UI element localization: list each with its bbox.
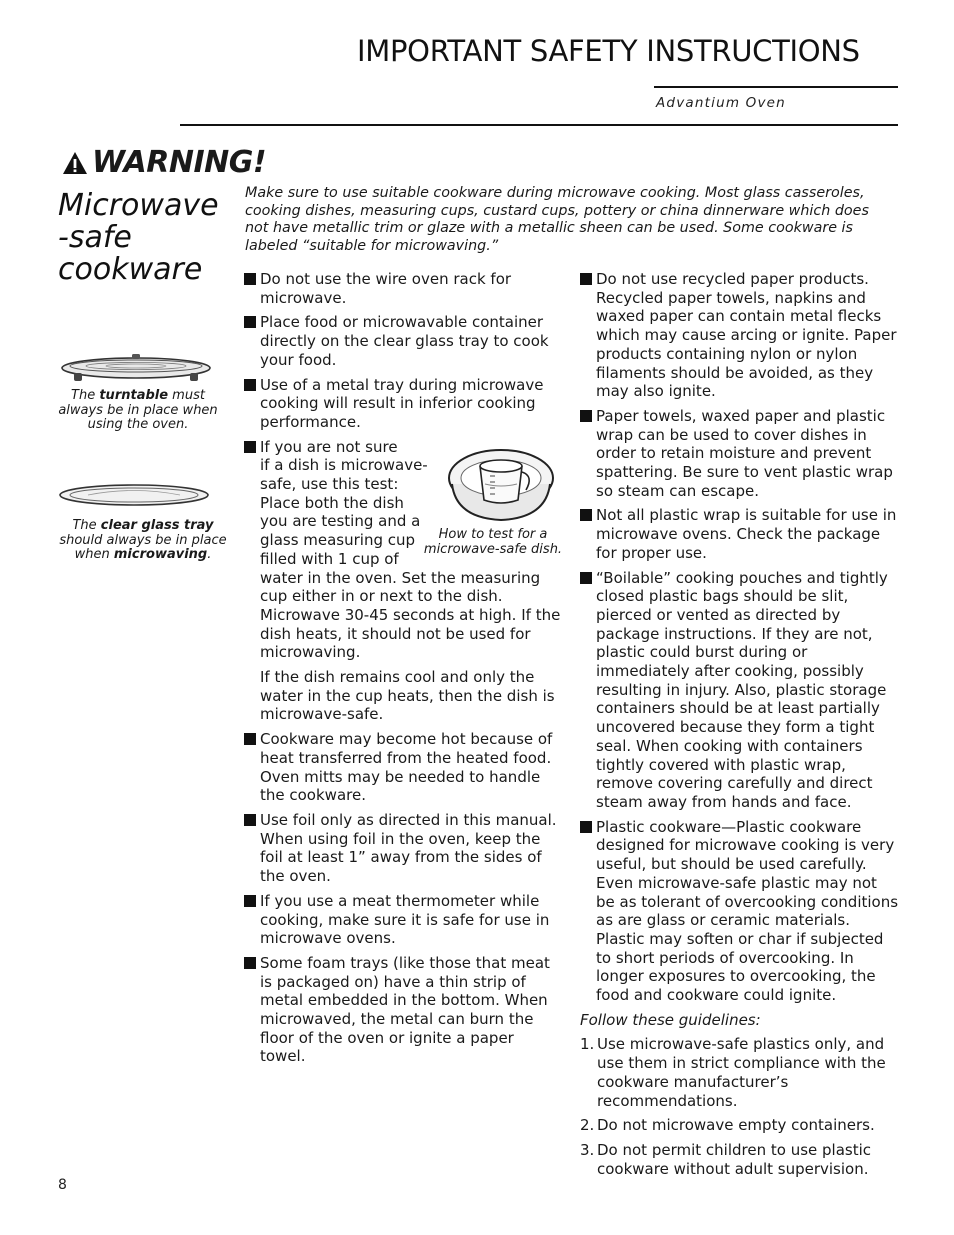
turntable-illustration	[58, 350, 214, 384]
list-item: Do not use recycled paper products. Recycled paper towels, napkins and waxed paper can contain metal flecks which may cause arcing or ignite. Paper products containing nylon or nylon filaments should be avoided, as they may also ignite.	[580, 270, 900, 401]
guideline-item: 3. Do not permit children to use plastic cookware without adult supervision.	[580, 1140, 871, 1178]
dish-test-caption: How to test for a microwave-safe dish.	[423, 527, 563, 557]
list-item: Plastic cookware—Plastic cookware designed for microwave cooking is very useful, but should be used carefully. Even microwave-safe plastic may not be as tolerant of overcooking conditions as are glass or ceramic materials. Plastic may soften or char if subjected to short periods of overcooking. In longer exposures to overcooking, the food and cookware could ignite.	[580, 818, 900, 1005]
list-item: Some foam trays (like those that meat is packaged on) have a thin strip of metal embedded in the bottom. When microwaved, the metal can burn the floor of the oven or ignite a paper towel.	[244, 954, 562, 1066]
page-number: 8	[58, 1177, 67, 1193]
left-column	[244, 270, 562, 1072]
guidelines-label: Follow these guidelines:	[580, 1010, 761, 1029]
warning-heading	[62, 145, 266, 180]
list-item: Place food or microwavable container directly on the clear glass tray to cook your food.	[244, 313, 562, 369]
list-item: Use foil only as directed in this manual. When using foil in the oven, keep the foil at least 1” away from the sides of the oven.	[244, 811, 562, 886]
dish-test-result: If the dish remains cool and only the water in the cup heats, then the dish is microwave-safe.	[260, 668, 555, 724]
header-rule	[180, 124, 898, 126]
glass-tray-illustration	[58, 482, 210, 508]
list-item: Use of a metal tray during microwave cooking will result in inferior cooking performance.	[244, 376, 562, 432]
header-rule-short	[654, 86, 898, 88]
section-title: Microwave -safe cookware	[58, 188, 219, 287]
turntable-caption: The turntable must always be in place when using the oven.	[58, 388, 218, 432]
list-item-dish-test: If you are not sure if a dish is microwave- safe, use this test: Place both the dish you are testing and a glass measuring cup filled with 1 cup of water in the oven. Set the measuring cup either in or next to the dish. Microwave 30-45 seconds at high. If the dish heats, it should not be used for microwaving.	[244, 438, 562, 662]
list-item: Not all plastic wrap is suitable for use in microwave ovens. Check the package for proper use.	[580, 506, 900, 562]
glass-tray-caption: The clear glass tray should always be in place when microwaving.	[59, 518, 227, 562]
page-title: IMPORTANT SAFETY INSTRUCTIONS	[357, 34, 860, 68]
guideline-item: 1. Use microwave-safe plastics only, and use them in strict compliance with the cookware manufacturer’s recommendations.	[580, 1035, 886, 1110]
right-column	[580, 270, 900, 1184]
intro-paragraph: Make sure to use suitable cookware during microwave cooking. Most glass casseroles, cooking dishes, measuring cups, custard cups, pottery or china dinnerware which does not have metallic trim or glaze with a metallic sheen can be used. Some cookware is labeled “suitable for microwaving.”	[245, 185, 869, 254]
warning-triangle-icon	[62, 151, 88, 175]
list-item: If you use a meat thermometer while cooking, make sure it is safe for use in microwave ovens.	[244, 892, 562, 948]
list-item: Do not use the wire oven rack for microwave.	[244, 270, 562, 307]
list-item: “Boilable” cooking pouches and tightly closed plastic bags should be slit, pierced or vented as directed by package instructions. If they are not, plastic could burst during or immediately after cooking, possibly resulting in injury. Also, plastic storage containers should be at least partially uncovered because they form a tight seal. When cooking with containers tightly covered with plastic wrap, remove covering carefully and direct steam away from hands and face.	[580, 569, 900, 812]
guideline-item: 2. Do not microwave empty containers.	[580, 1116, 875, 1135]
warning-label: WARNING!	[92, 145, 267, 180]
list-item: Paper towels, waxed paper and plastic wrap can be used to cover dishes in order to retain moisture and prevent spattering. Be sure to vent plastic wrap so steam can escape.	[580, 407, 900, 501]
list-item: Cookware may become hot because of heat transferred from the heated food. Oven mitts may be needed to handle the cookware.	[244, 730, 562, 805]
product-name: Advantium Oven	[656, 95, 786, 111]
